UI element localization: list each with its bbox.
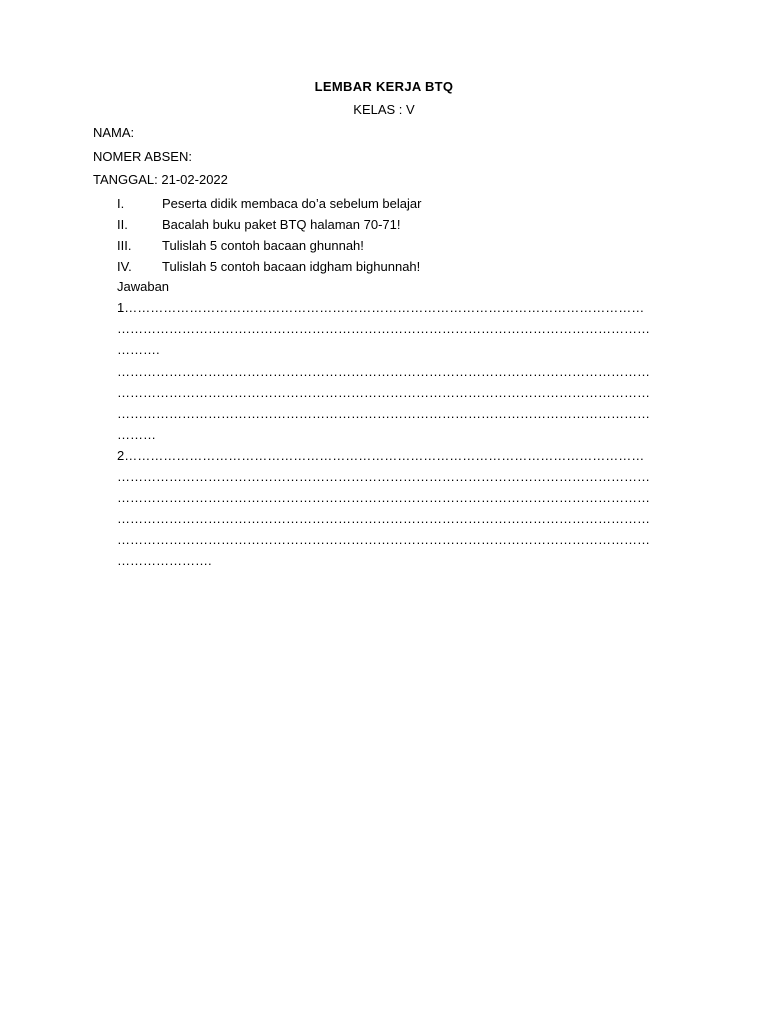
- answer-dotted-line: ………: [117, 427, 156, 442]
- answer-dotted-line: 1…………………………………………………………………………………………………………: [117, 300, 645, 315]
- class-label: KELAS : V: [353, 102, 415, 117]
- instruction-item: [117, 259, 420, 274]
- answer-dotted-line: ……….: [117, 342, 160, 357]
- instruction-item: [117, 196, 421, 211]
- answer-dotted-line: ……………………………………………………………………………………………………………: [117, 385, 650, 400]
- answer-dotted-line: ……………………………………………………………………………………………………………: [117, 406, 650, 421]
- answer-dotted-line: ………………….: [117, 553, 212, 568]
- page-title: LEMBAR KERJA BTQ: [314, 79, 454, 94]
- answer-dotted-line: ……………………………………………………………………………………………………………: [117, 321, 650, 336]
- answer-dotted-line: ……………………………………………………………………………………………………………: [117, 490, 650, 505]
- instruction-number: I.: [117, 196, 125, 211]
- instruction-number: II.: [117, 217, 128, 232]
- instruction-item: [117, 238, 364, 253]
- absen-field-label: NOMER ABSEN:: [93, 149, 192, 164]
- instruction-number: IV.: [117, 259, 132, 274]
- answer-dotted-line: ……………………………………………………………………………………………………………: [117, 364, 650, 379]
- instruction-text: Tulislah 5 contoh bacaan ghunnah!: [162, 238, 364, 253]
- instruction-number: III.: [117, 238, 132, 253]
- answer-dotted-line: ……………………………………………………………………………………………………………: [117, 532, 650, 547]
- answer-dotted-line: ……………………………………………………………………………………………………………: [117, 511, 650, 526]
- answer-label: Jawaban: [117, 279, 170, 294]
- instruction-item: [117, 217, 400, 232]
- name-field-label: NAMA:: [93, 125, 135, 140]
- answer-dotted-line: 2…………………………………………………………………………………………………………: [117, 448, 645, 463]
- date-field-label: TANGGAL: 21-02-2022: [93, 172, 228, 187]
- answer-dotted-line: ……………………………………………………………………………………………………………: [117, 469, 650, 484]
- instruction-text: Tulislah 5 contoh bacaan idgham bighunnah!: [162, 259, 421, 274]
- instruction-text: Peserta didik membaca do’a sebelum belajar: [162, 196, 422, 211]
- instruction-text: Bacalah buku paket BTQ halaman 70-71!: [162, 217, 401, 232]
